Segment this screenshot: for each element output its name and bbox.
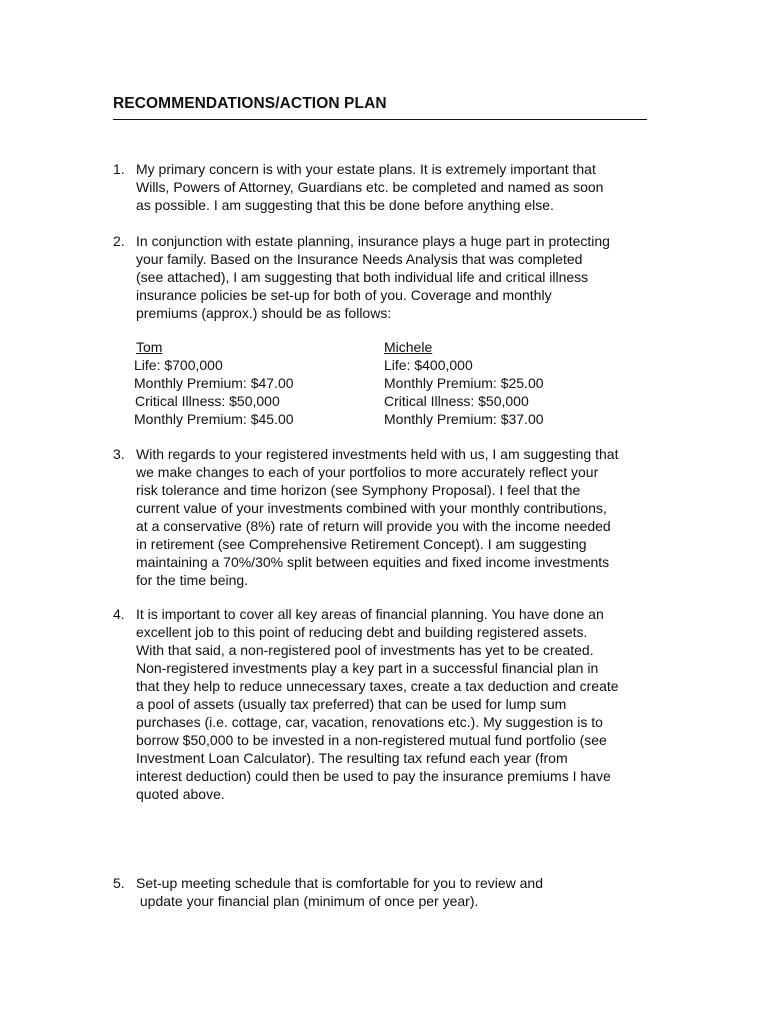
text-line: a pool of assets (usually tax preferred) that can be used for lump sum	[136, 696, 567, 712]
text-line: Investment Loan Calculator). The resulting tax refund each year (from	[136, 750, 568, 766]
text-line: (see attached), I am suggesting that both individual life and critical illness	[136, 269, 589, 285]
text-line: excellent job to this point of reducing debt and building registered assets.	[136, 624, 588, 640]
coverage-name: Tom	[136, 339, 163, 355]
text-line: as possible. I am suggesting that this be done before anything else.	[136, 197, 554, 213]
coverage-life: Life: $400,000	[384, 357, 473, 373]
text-line: Set-up meeting schedule that is comfortable for you to review and	[136, 875, 543, 891]
coverage-column-michele	[384, 338, 544, 428]
coverage-critical-illness: Critical Illness: $50,000	[384, 393, 529, 409]
coverage-life-premium: Monthly Premium: $25.00	[384, 375, 544, 391]
item-text	[136, 874, 671, 910]
text-line: your family. Based on the Insurance Needs Analysis that was completed	[136, 251, 583, 267]
text-line: for the time being.	[136, 572, 249, 588]
text-line: Wills, Powers of Attorney, Guardians etc. be completed and named as soon	[136, 179, 604, 195]
item-number: 2.	[113, 233, 125, 249]
text-line: risk tolerance and time horizon (see Symphony Proposal). I feel that the	[136, 482, 581, 498]
text-line: borrow $50,000 to be invested in a non-registered mutual fund portfolio (see	[136, 732, 607, 748]
item-text	[136, 160, 671, 214]
text-line: at a conservative (8%) rate of return will provide you with the income needed	[136, 518, 611, 534]
item-text	[136, 605, 671, 803]
text-line: update your financial plan (minimum of once per year).	[136, 893, 479, 909]
text-line: we make changes to each of your portfolios to more accurately reflect your	[136, 464, 599, 480]
text-line: My primary concern is with your estate plans. It is extremely important that	[136, 161, 596, 177]
item-number: 3.	[113, 446, 125, 462]
coverage-ci-premium: Monthly Premium: $37.00	[384, 411, 544, 427]
text-line: interest deduction) could then be used to pay the insurance premiums I have	[136, 768, 611, 784]
text-line: maintaining a 70%/30% split between equities and fixed income investments	[136, 554, 610, 570]
item-number: 4.	[113, 606, 125, 622]
item-number: 5.	[113, 875, 125, 891]
title-underline	[113, 119, 647, 120]
item-number: 1.	[113, 161, 125, 177]
coverage-name: Michele	[384, 339, 433, 355]
text-line: With that said, a non-registered pool of investments has yet to be created.	[136, 642, 594, 658]
coverage-ci-premium: Monthly Premium: $45.00	[134, 411, 294, 427]
text-line: It is important to cover all key areas of financial planning. You have done an	[136, 606, 604, 622]
text-line: quoted above.	[136, 786, 225, 802]
text-line: that they help to reduce unnecessary taxes, create a tax deduction and create	[136, 678, 619, 694]
coverage-critical-illness: Critical Illness: $50,000	[135, 393, 280, 409]
text-line: purchases (i.e. cottage, car, vacation, renovations etc.). My suggestion is to	[136, 714, 603, 730]
text-line: current value of your investments combined with your monthly contributions,	[136, 500, 607, 516]
item-text	[136, 232, 671, 322]
coverage-life: Life: $700,000	[134, 357, 223, 373]
text-line: insurance policies be set-up for both of you. Coverage and monthly	[136, 287, 552, 303]
page-title: RECOMMENDATIONS/ACTION PLAN	[113, 95, 387, 112]
text-line: With regards to your registered investments held with us, I am suggesting that	[136, 446, 619, 462]
item-text	[136, 445, 671, 589]
text-line: in retirement (see Comprehensive Retirement Concept). I am suggesting	[136, 536, 587, 552]
coverage-column-tom	[134, 338, 294, 428]
text-line: In conjunction with estate planning, insurance plays a huge part in protecting	[136, 233, 610, 249]
text-line: Non-registered investments play a key part in a successful financial plan in	[136, 660, 599, 676]
text-line: premiums (approx.) should be as follows:	[136, 305, 392, 321]
coverage-life-premium: Monthly Premium: $47.00	[134, 375, 294, 391]
